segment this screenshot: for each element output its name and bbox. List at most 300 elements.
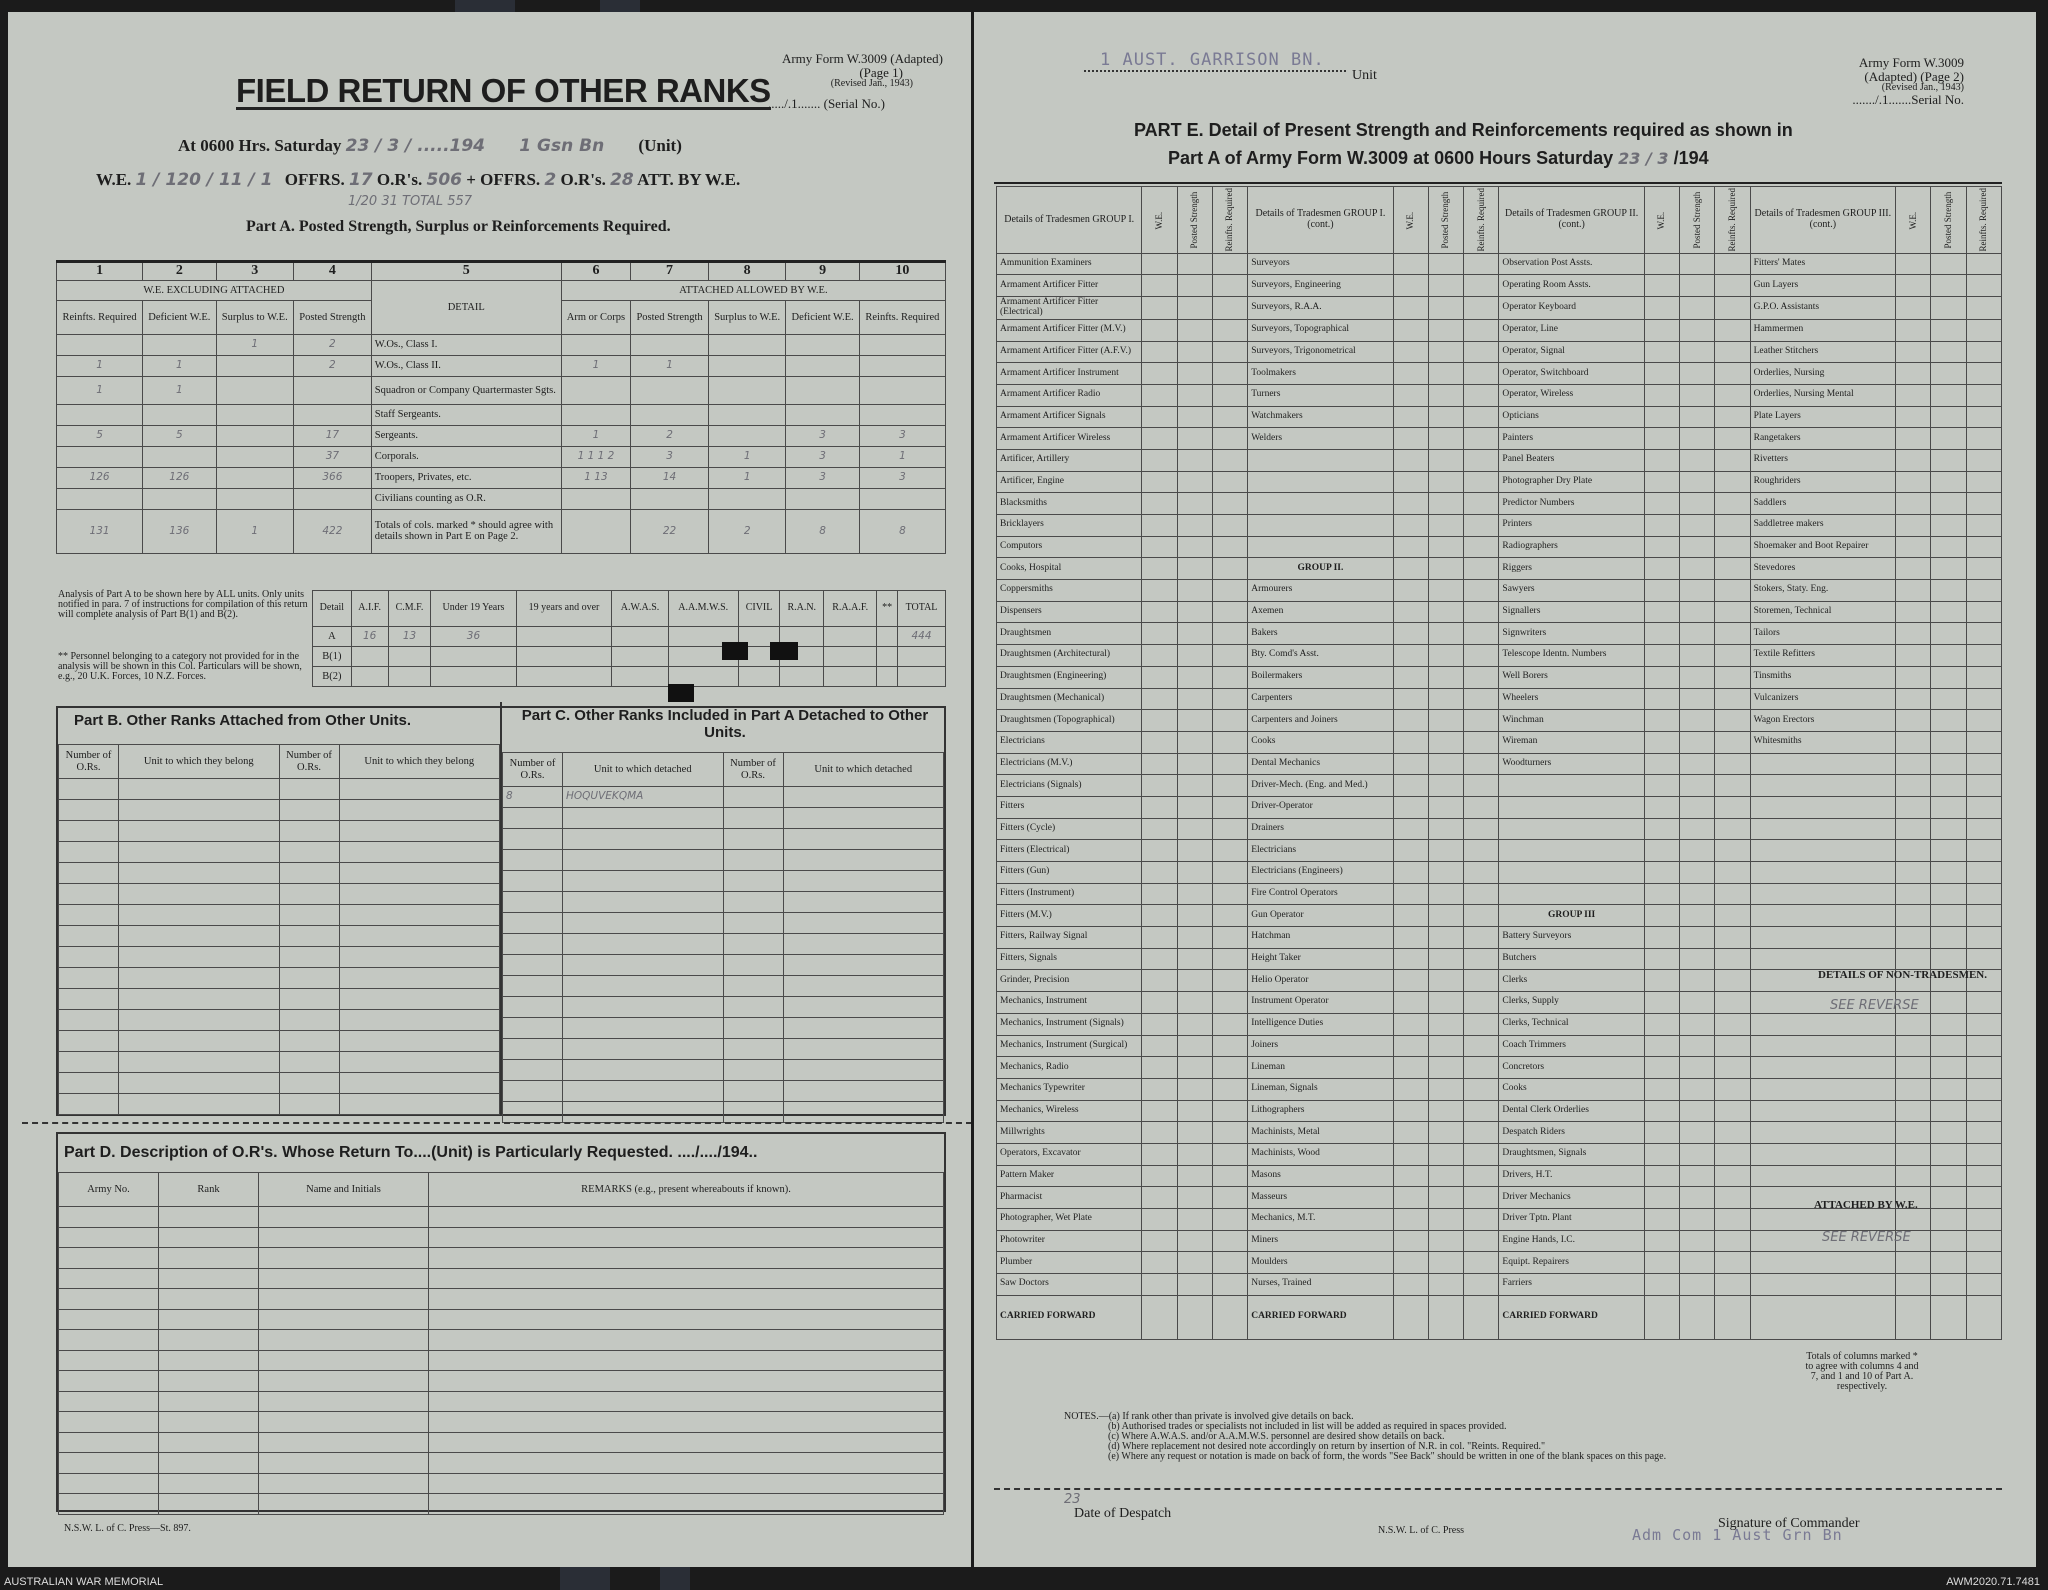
strength-cell xyxy=(1715,406,1750,428)
trade-label: Dental Mechanics xyxy=(1248,753,1393,775)
trade-label: Textile Refitters xyxy=(1750,645,1895,667)
strength-cell xyxy=(1931,710,1966,732)
table-cell xyxy=(119,1010,280,1031)
strength-cell xyxy=(1931,341,1966,363)
strength-cell xyxy=(1896,1295,1931,1339)
table-cell xyxy=(59,1309,159,1330)
strength-cell xyxy=(1966,1252,2001,1274)
serial-dots: ...../.1....... xyxy=(768,96,821,111)
strength-cell xyxy=(1680,1057,1715,1079)
part-e-row xyxy=(997,253,2002,275)
trade-label: Draughtsmen (Architectural) xyxy=(997,645,1142,667)
strength-cell xyxy=(1715,1274,1750,1296)
handwritten-value xyxy=(859,334,945,355)
strength-cell xyxy=(1966,558,2001,580)
trade-label: Armament Artificer Radio xyxy=(997,384,1142,406)
part-b-row xyxy=(59,821,500,842)
strength-cell xyxy=(1931,515,1966,537)
handwritten-value: 1 xyxy=(216,509,293,553)
table-cell xyxy=(339,842,500,863)
part-d-row xyxy=(59,1350,944,1371)
strength-cell xyxy=(1931,753,1966,775)
table-row xyxy=(57,425,946,446)
column-header: Name and Initials xyxy=(259,1173,429,1207)
strength-cell xyxy=(1966,296,2001,319)
table-cell xyxy=(259,1268,429,1289)
handwritten-value xyxy=(216,446,293,467)
trade-label: Battery Surveyors xyxy=(1499,927,1644,949)
part-b-row xyxy=(59,1094,500,1115)
strength-cell xyxy=(1715,818,1750,840)
line1-date: 23 / 3 / .....194 xyxy=(345,136,486,156)
strength-cell xyxy=(1428,992,1463,1014)
trade-label: Butchers xyxy=(1499,948,1644,970)
strength-cell xyxy=(1931,905,1966,927)
ran-blocked-box xyxy=(722,642,748,660)
part-b-row xyxy=(59,905,500,926)
strength-cell xyxy=(1680,601,1715,623)
strength-cell xyxy=(1212,558,1247,580)
strength-cell xyxy=(1464,253,1499,275)
trade-label: Plumber xyxy=(997,1252,1142,1274)
strength-cell xyxy=(1931,296,1966,319)
table-cell xyxy=(429,1494,944,1515)
strength-cell xyxy=(1212,1295,1247,1339)
plus-offrs-label: + OFFRS. xyxy=(466,170,541,189)
trade-label: Stokers, Staty. Eng. xyxy=(1750,580,1895,602)
column-header: Posted Strength xyxy=(1177,187,1212,254)
strength-cell xyxy=(1428,796,1463,818)
strength-cell xyxy=(1896,253,1931,275)
table-cell xyxy=(339,1073,500,1094)
analysis-note-2: ** Personnel belonging to a category not provided for in the analysis will be shown in this Col. Particulars will be shown, e.g., 20 U.K. Forces, 10 N.Z. Forces. xyxy=(58,651,302,682)
trade-label xyxy=(1750,948,1895,970)
ors-hw: 506 xyxy=(426,170,462,190)
table-cell xyxy=(783,892,944,913)
strength-cell xyxy=(1464,1057,1499,1079)
table-cell xyxy=(723,1102,783,1123)
trade-label: Electricians xyxy=(1248,840,1393,862)
row-detail: Staff Sergeants. xyxy=(371,404,561,425)
strength-cell xyxy=(1142,666,1177,688)
strength-cell xyxy=(1393,992,1428,1014)
serial-number xyxy=(768,96,885,112)
strength-cell xyxy=(1393,449,1428,471)
group-subheading: GROUP III xyxy=(1499,905,1644,927)
strength-cell xyxy=(1644,1274,1679,1296)
trade-label xyxy=(1750,862,1895,884)
table-cell xyxy=(119,821,280,842)
strength-cell xyxy=(1896,471,1931,493)
strength-cell xyxy=(1393,1187,1428,1209)
table-cell xyxy=(783,1081,944,1102)
strength-cell xyxy=(1464,1274,1499,1296)
strength-cell xyxy=(1428,1274,1463,1296)
strength-cell xyxy=(1212,883,1247,905)
strength-cell xyxy=(1680,428,1715,450)
strength-cell xyxy=(1393,623,1428,645)
strength-cell xyxy=(1177,493,1212,515)
strength-cell xyxy=(1644,1230,1679,1252)
handwritten-value xyxy=(708,376,785,404)
handwritten-value: 126 xyxy=(57,467,143,488)
analysis-header: A.A.M.W.S. xyxy=(668,591,738,627)
strength-cell xyxy=(1212,1078,1247,1100)
strength-cell xyxy=(1393,645,1428,667)
strength-cell xyxy=(1393,840,1428,862)
table-cell xyxy=(563,955,724,976)
column-header: Deficient W.E. xyxy=(786,300,859,334)
strength-cell xyxy=(1931,580,1966,602)
trade-label: Riggers xyxy=(1499,558,1644,580)
table-cell xyxy=(429,1453,944,1474)
strength-cell xyxy=(1177,536,1212,558)
strength-cell xyxy=(1680,818,1715,840)
table-cell xyxy=(429,1330,944,1351)
part-b-row xyxy=(59,1010,500,1031)
strength-cell xyxy=(1464,666,1499,688)
analysis-header: R.A.N. xyxy=(780,591,824,627)
strength-cell xyxy=(1142,536,1177,558)
part-e-row xyxy=(997,710,2002,732)
group-header: Details of Tradesmen GROUP I. (cont.) xyxy=(1248,187,1393,254)
table-cell xyxy=(339,821,500,842)
table-cell xyxy=(563,1039,724,1060)
strength-cell xyxy=(1177,406,1212,428)
note-line: (b) Authorised trades or specialists not included in list will be added as required in spaces provided. xyxy=(1108,1421,1507,1432)
strength-cell xyxy=(1393,601,1428,623)
table-cell xyxy=(503,976,563,997)
table-cell xyxy=(503,934,563,955)
strength-cell xyxy=(1715,515,1750,537)
trade-label: Hammermen xyxy=(1750,319,1895,341)
strength-cell xyxy=(1715,970,1750,992)
handwritten-value xyxy=(216,355,293,376)
strength-cell xyxy=(1931,862,1966,884)
strength-cell xyxy=(1966,883,2001,905)
trade-label xyxy=(1750,1274,1895,1296)
trade-label: Operator, Switchboard xyxy=(1499,363,1644,385)
strength-cell xyxy=(1896,1165,1931,1187)
analysis-cell xyxy=(431,647,516,667)
part-c-row xyxy=(503,1060,944,1081)
strength-cell xyxy=(1715,536,1750,558)
part-c-row xyxy=(503,1102,944,1123)
strength-cell xyxy=(1715,558,1750,580)
trade-label: Artificer, Engine xyxy=(997,471,1142,493)
part-b-row xyxy=(59,842,500,863)
row-detail: W.Os., Class I. xyxy=(371,334,561,355)
trade-label xyxy=(1499,862,1644,884)
strength-cell xyxy=(1644,319,1679,341)
strength-cell xyxy=(1177,341,1212,363)
arm-or-corps-value xyxy=(561,376,630,404)
part-c-row xyxy=(503,1018,944,1039)
strength-cell xyxy=(1680,1274,1715,1296)
strength-cell xyxy=(1428,905,1463,927)
table-cell xyxy=(339,947,500,968)
trade-label xyxy=(1750,1252,1895,1274)
strength-cell xyxy=(1680,1252,1715,1274)
table-cell xyxy=(59,1371,159,1392)
strength-cell xyxy=(1896,580,1931,602)
strength-cell xyxy=(1931,883,1966,905)
strength-cell xyxy=(1644,1252,1679,1274)
part-e-row xyxy=(997,515,2002,537)
analysis-header: ** xyxy=(877,591,898,627)
handwritten-value xyxy=(708,488,785,509)
strength-cell xyxy=(1680,1100,1715,1122)
strength-cell xyxy=(1464,1122,1499,1144)
strength-cell xyxy=(1931,1057,1966,1079)
strength-cell xyxy=(1966,493,2001,515)
strength-cell xyxy=(1177,363,1212,385)
strength-cell xyxy=(1393,580,1428,602)
table-cell xyxy=(159,1371,259,1392)
table-cell xyxy=(59,1073,119,1094)
strength-cell xyxy=(1142,905,1177,927)
strength-cell xyxy=(1896,731,1931,753)
strength-cell xyxy=(1896,948,1931,970)
handwritten-value: 8 xyxy=(786,509,859,553)
table-row xyxy=(57,404,946,425)
strength-cell xyxy=(1931,927,1966,949)
strength-cell xyxy=(1212,449,1247,471)
trade-label: Opticians xyxy=(1499,406,1644,428)
strength-cell xyxy=(1464,645,1499,667)
strength-cell xyxy=(1966,710,2001,732)
strength-cell xyxy=(1644,1187,1679,1209)
strength-cell xyxy=(1931,428,1966,450)
part-a-table xyxy=(56,260,946,554)
strength-cell xyxy=(1966,1078,2001,1100)
table-cell xyxy=(259,1473,429,1494)
trade-label: Draughtsmen (Mechanical) xyxy=(997,688,1142,710)
column-number: 10 xyxy=(859,262,945,281)
table-cell xyxy=(59,1031,119,1052)
trade-label: Boilermakers xyxy=(1248,666,1393,688)
table-cell xyxy=(429,1227,944,1248)
strength-cell xyxy=(1931,775,1966,797)
strength-cell xyxy=(1464,275,1499,297)
trade-label: Armament Artificer Fitter (M.V.) xyxy=(997,319,1142,341)
strength-cell xyxy=(1931,601,1966,623)
trade-label: Leather Stitchers xyxy=(1750,341,1895,363)
analysis-cell xyxy=(780,667,824,687)
strength-cell xyxy=(1393,1252,1428,1274)
column-header: Rank xyxy=(159,1173,259,1207)
strength-cell xyxy=(1393,775,1428,797)
trade-label: Drainers xyxy=(1248,818,1393,840)
part-e-row xyxy=(997,645,2002,667)
part-e-row xyxy=(997,1078,2002,1100)
table-cell xyxy=(119,1052,280,1073)
strength-cell xyxy=(1931,731,1966,753)
table-cell xyxy=(783,1039,944,1060)
strength-cell xyxy=(1966,1209,2001,1231)
strength-cell xyxy=(1464,818,1499,840)
strength-cell xyxy=(1966,623,2001,645)
strength-cell xyxy=(1212,948,1247,970)
trade-label: Pattern Maker xyxy=(997,1165,1142,1187)
handwritten-value: 5 xyxy=(143,425,216,446)
strength-cell xyxy=(1142,1122,1177,1144)
column-header: Posted Strength xyxy=(1680,187,1715,254)
footer-right: AWM2020.71.7481 xyxy=(1946,1576,2040,1588)
trade-label xyxy=(1750,1078,1895,1100)
part-e-row xyxy=(997,341,2002,363)
strength-cell xyxy=(1715,363,1750,385)
strength-cell xyxy=(1896,840,1931,862)
strength-cell xyxy=(1931,1013,1966,1035)
strength-cell xyxy=(1464,796,1499,818)
handwritten-value xyxy=(631,404,709,425)
strength-cell xyxy=(1177,905,1212,927)
strength-cell xyxy=(1931,319,1966,341)
table-cell xyxy=(339,968,500,989)
trade-label: Operator, Wireless xyxy=(1499,384,1644,406)
table-row xyxy=(57,376,946,404)
strength-cell xyxy=(1680,1143,1715,1165)
analysis-header: CIVIL xyxy=(738,591,780,627)
trade-label: Mechanics, M.T. xyxy=(1248,1209,1393,1231)
strength-cell xyxy=(1177,471,1212,493)
trade-label: Orderlies, Nursing xyxy=(1750,363,1895,385)
table-cell xyxy=(279,1031,339,1052)
strength-cell xyxy=(1931,384,1966,406)
strength-cell xyxy=(1931,688,1966,710)
strength-cell xyxy=(1680,688,1715,710)
despatch-tear-line xyxy=(994,1488,2002,1490)
serial-label: (Serial No.) xyxy=(823,96,885,111)
table-cell xyxy=(563,1060,724,1081)
strength-cell xyxy=(1464,840,1499,862)
part-b-row xyxy=(59,926,500,947)
column-header: Posted Strength xyxy=(294,300,372,334)
strength-cell xyxy=(1896,515,1931,537)
strength-cell xyxy=(1428,1252,1463,1274)
table-cell xyxy=(429,1268,944,1289)
table-cell xyxy=(723,934,783,955)
analysis-header: R.A.A.F. xyxy=(824,591,877,627)
strength-cell xyxy=(1177,1143,1212,1165)
strength-cell xyxy=(1393,1057,1428,1079)
strength-cell xyxy=(1393,753,1428,775)
strength-cell xyxy=(1142,515,1177,537)
table-cell xyxy=(563,850,724,871)
strength-cell xyxy=(1644,645,1679,667)
table-cell xyxy=(259,1309,429,1330)
table-cell xyxy=(723,913,783,934)
strength-cell xyxy=(1177,796,1212,818)
strength-cell xyxy=(1966,580,2001,602)
column-header: Reinfts. Required xyxy=(859,300,945,334)
strength-cell xyxy=(1715,645,1750,667)
strength-cell xyxy=(1212,406,1247,428)
trade-label: Wagon Erectors xyxy=(1750,710,1895,732)
trade-label: Operator Keyboard xyxy=(1499,296,1644,319)
table-cell xyxy=(59,968,119,989)
strength-cell xyxy=(1393,710,1428,732)
analysis-cell: 36 xyxy=(431,627,516,647)
row-detail: W.Os., Class II. xyxy=(371,355,561,376)
table-cell xyxy=(563,1081,724,1102)
strength-cell xyxy=(1680,1165,1715,1187)
table-cell xyxy=(59,842,119,863)
strength-cell xyxy=(1966,341,2001,363)
trade-label xyxy=(1750,1165,1895,1187)
table-cell xyxy=(503,871,563,892)
strength-cell xyxy=(1428,1230,1463,1252)
strength-cell xyxy=(1715,341,1750,363)
strength-cell xyxy=(1142,883,1177,905)
table-cell xyxy=(503,1060,563,1081)
handwritten-value: 1 xyxy=(216,334,293,355)
table-cell xyxy=(503,1039,563,1060)
part-d-row xyxy=(59,1268,944,1289)
strength-cell xyxy=(1715,1252,1750,1274)
strength-cell xyxy=(1177,1122,1212,1144)
column-header: Reinfts. Required xyxy=(1966,187,2001,254)
handwritten-value: 1 xyxy=(143,376,216,404)
strength-cell xyxy=(1715,1187,1750,1209)
strength-cell xyxy=(1464,992,1499,1014)
table-cell xyxy=(59,1268,159,1289)
part-e-row xyxy=(997,1165,2002,1187)
table-row xyxy=(57,446,946,467)
strength-cell xyxy=(1896,796,1931,818)
table-cell xyxy=(259,1227,429,1248)
table-cell xyxy=(429,1473,944,1494)
strength-cell xyxy=(1715,840,1750,862)
handwritten-value: 1 xyxy=(143,355,216,376)
table-cell xyxy=(59,1010,119,1031)
press-mark: N.S.W. L. of C. Press—St. 897. xyxy=(64,1523,191,1534)
strength-cell xyxy=(1142,1035,1177,1057)
table-cell xyxy=(783,913,944,934)
strength-cell xyxy=(1428,558,1463,580)
trade-label: Farriers xyxy=(1499,1274,1644,1296)
handwritten-value: 1 xyxy=(57,376,143,404)
part-e-row xyxy=(997,558,2002,580)
part-e-row xyxy=(997,1013,2002,1035)
trade-label: Dispensers xyxy=(997,601,1142,623)
notes-block xyxy=(1064,1412,1964,1462)
strength-cell xyxy=(1715,710,1750,732)
column-header: Posted Strength xyxy=(1931,187,1966,254)
strength-cell xyxy=(1142,731,1177,753)
table-cell xyxy=(59,1453,159,1474)
strength-cell xyxy=(1464,731,1499,753)
table-cell xyxy=(783,808,944,829)
trade-label: Lineman, Signals xyxy=(1248,1078,1393,1100)
part-d-row xyxy=(59,1309,944,1330)
table-cell xyxy=(429,1248,944,1269)
trade-label: Driver Tptn. Plant xyxy=(1499,1209,1644,1231)
table-cell xyxy=(279,884,339,905)
part-b-row xyxy=(59,1052,500,1073)
part-e-table xyxy=(996,186,2002,1340)
ors2-hw: 28 xyxy=(610,170,634,190)
strength-cell xyxy=(1177,688,1212,710)
strength-cell xyxy=(1212,905,1247,927)
strength-cell xyxy=(1644,992,1679,1014)
part-e-row xyxy=(997,796,2002,818)
handwritten-value xyxy=(143,404,216,425)
column-number: 1 xyxy=(57,262,143,281)
handwritten-value: 2 xyxy=(294,355,372,376)
strength-cell xyxy=(1177,319,1212,341)
